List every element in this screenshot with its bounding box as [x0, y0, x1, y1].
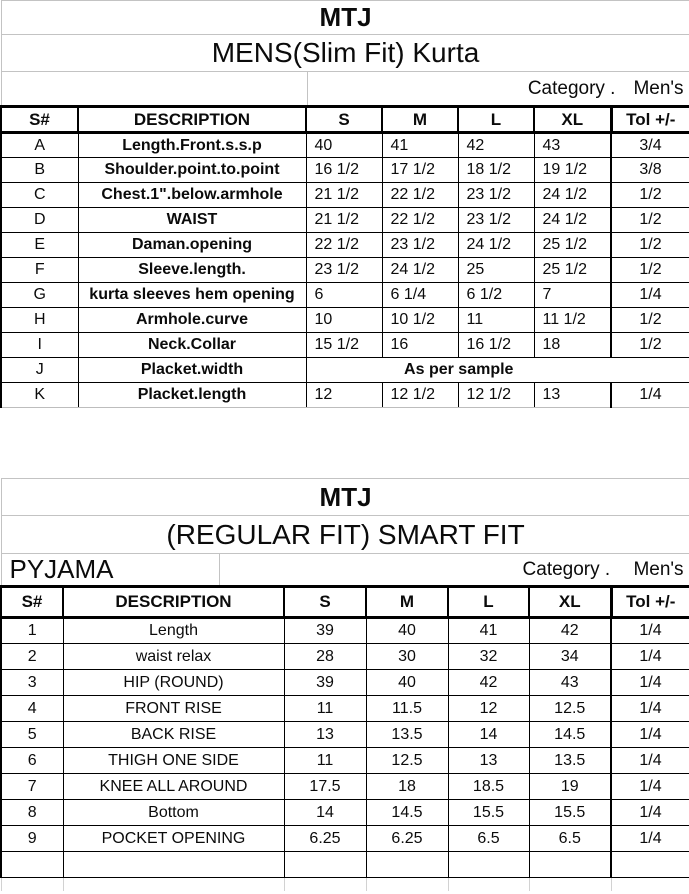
size-l-cell: 23 1/2 [458, 208, 534, 233]
size-m-cell: 14.5 [366, 800, 448, 826]
size-l-cell: 42 [448, 670, 529, 696]
col-header-l: L [448, 587, 529, 618]
size-l-cell: 12 1/2 [458, 383, 534, 408]
measurement-row [1, 133, 689, 158]
measurement-row [1, 258, 689, 283]
tolerance-cell: 1/4 [611, 644, 689, 670]
size-s-cell: 22 1/2 [306, 233, 382, 258]
size-s-cell: 21 1/2 [306, 208, 382, 233]
size-xl-cell: 24 1/2 [534, 208, 611, 233]
size-m-cell: 40 [366, 618, 448, 644]
measurement-row [1, 208, 689, 233]
size-xl-cell: 24 1/2 [534, 183, 611, 208]
size-s-cell: 28 [284, 644, 366, 670]
col-header-tol: Tol +/- [611, 587, 689, 618]
description-cell: WAIST [78, 208, 306, 233]
pyjama-subtitle-row [1, 516, 689, 554]
description-cell: HIP (ROUND) [63, 670, 284, 696]
serial-cell: 1 [1, 618, 63, 644]
serial-cell: 2 [1, 644, 63, 670]
description-cell [63, 852, 284, 878]
size-l-cell: 41 [448, 618, 529, 644]
tolerance-cell: 1/2 [611, 333, 689, 358]
size-m-cell [366, 852, 448, 878]
size-m-cell: 23 1/2 [382, 233, 458, 258]
measurement-row [1, 644, 689, 670]
serial-cell: 4 [1, 696, 63, 722]
gridline-cell [529, 878, 611, 891]
measurement-row-merged [1, 358, 689, 383]
size-xl-cell: 13 [534, 383, 611, 408]
gridline-cell [284, 878, 366, 891]
measurement-row [1, 800, 689, 826]
size-xl-cell [529, 852, 611, 878]
gridline-cell [448, 878, 529, 891]
size-m-cell: 11.5 [366, 696, 448, 722]
serial-cell [1, 852, 63, 878]
tolerance-cell: 1/4 [611, 722, 689, 748]
size-s-cell [284, 852, 366, 878]
size-l-cell: 23 1/2 [458, 183, 534, 208]
description-cell: Placket.length [78, 383, 306, 408]
measurement-row [1, 308, 689, 333]
size-m-cell: 22 1/2 [382, 208, 458, 233]
size-s-cell: 10 [306, 308, 382, 333]
serial-cell: 5 [1, 722, 63, 748]
col-header-tol: Tol +/- [611, 107, 689, 133]
description-cell: kurta sleeves hem opening [78, 283, 306, 308]
size-s-cell: 6 [306, 283, 382, 308]
pyjama-title-row [1, 479, 689, 516]
pyjama-title: MTJ [1, 479, 689, 516]
serial-cell: G [1, 283, 78, 308]
kurta-header-row [1, 107, 689, 133]
tolerance-cell: 1/4 [611, 618, 689, 644]
size-xl-cell: 19 [529, 774, 611, 800]
tolerance-cell [611, 852, 689, 878]
size-l-cell: 12 [448, 696, 529, 722]
measurement-row [1, 158, 689, 183]
description-cell: Length.Front.s.s.p [78, 133, 306, 158]
size-l-cell: 25 [458, 258, 534, 283]
col-header-xl: XL [529, 587, 611, 618]
serial-cell: 7 [1, 774, 63, 800]
size-s-cell: 17.5 [284, 774, 366, 800]
size-s-cell: 39 [284, 618, 366, 644]
size-s-cell: 12 [306, 383, 382, 408]
serial-cell: 9 [1, 826, 63, 852]
tolerance-cell: 1/4 [611, 800, 689, 826]
kurta-subtitle: MENS(Slim Fit) Kurta [1, 35, 689, 72]
measurement-row [1, 748, 689, 774]
size-m-cell: 13.5 [366, 722, 448, 748]
col-header-m: M [366, 587, 448, 618]
tolerance-cell: 1/4 [611, 283, 689, 308]
tolerance-cell: 1/2 [611, 208, 689, 233]
tolerance-cell: 1/4 [611, 774, 689, 800]
kurta-category-row [1, 72, 689, 107]
description-cell: Shoulder.point.to.point [78, 158, 306, 183]
size-xl-cell: 43 [529, 670, 611, 696]
description-cell: Bottom [63, 800, 284, 826]
serial-cell: C [1, 183, 78, 208]
tolerance-cell: 1/2 [611, 258, 689, 283]
size-xl-cell: 14.5 [529, 722, 611, 748]
serial-cell: I [1, 333, 78, 358]
size-xl-cell: 25 1/2 [534, 258, 611, 283]
tolerance-cell: 3/8 [611, 158, 689, 183]
serial-cell: B [1, 158, 78, 183]
pyjama-side-label: PYJAMA [9, 554, 114, 584]
description-cell: Length [63, 618, 284, 644]
tolerance-cell: 1/4 [611, 383, 689, 408]
serial-cell: A [1, 133, 78, 158]
size-m-cell: 24 1/2 [382, 258, 458, 283]
gridline-cell [366, 878, 448, 891]
col-header-xl: XL [534, 107, 611, 133]
size-m-cell: 18 [366, 774, 448, 800]
size-s-cell: 13 [284, 722, 366, 748]
size-xl-cell: 43 [534, 133, 611, 158]
measurement-row [1, 618, 689, 644]
empty-row [1, 852, 689, 878]
measurement-row [1, 722, 689, 748]
serial-cell: 3 [1, 670, 63, 696]
tolerance-cell [611, 358, 689, 383]
col-header-sn: S# [1, 587, 63, 618]
size-m-cell: 40 [366, 670, 448, 696]
size-s-cell: 11 [284, 748, 366, 774]
description-cell: FRONT RISE [63, 696, 284, 722]
tolerance-cell: 1/4 [611, 696, 689, 722]
tolerance-cell: 1/4 [611, 826, 689, 852]
size-s-cell: 6.25 [284, 826, 366, 852]
pyjama-subtitle: (REGULAR FIT) SMART FIT [1, 516, 689, 554]
pyjama-measurement-table [0, 478, 689, 891]
pyjama-header-row [1, 587, 689, 618]
size-xl-cell: 34 [529, 644, 611, 670]
size-l-cell: 18 1/2 [458, 158, 534, 183]
size-m-cell: 12 1/2 [382, 383, 458, 408]
category-value: Men's [633, 558, 684, 580]
description-cell: THIGH ONE SIDE [63, 748, 284, 774]
size-s-cell: 14 [284, 800, 366, 826]
measurement-row [1, 826, 689, 852]
tolerance-cell: 1/4 [611, 748, 689, 774]
gridline-divider [307, 72, 308, 105]
col-header-l: L [458, 107, 534, 133]
description-cell: Neck.Collar [78, 333, 306, 358]
col-header-sn: S# [1, 107, 78, 133]
cutoff-gridline-row [1, 878, 689, 891]
serial-cell: J [1, 358, 78, 383]
tolerance-cell: 1/2 [611, 183, 689, 208]
merged-note-cell: As per sample [306, 358, 611, 383]
col-header-s: S [284, 587, 366, 618]
size-m-cell: 17 1/2 [382, 158, 458, 183]
size-l-cell: 11 [458, 308, 534, 333]
description-cell: Armhole.curve [78, 308, 306, 333]
gridline-divider [219, 554, 220, 585]
size-s-cell: 39 [284, 670, 366, 696]
description-cell: Sleeve.length. [78, 258, 306, 283]
col-header-s: S [306, 107, 382, 133]
size-xl-cell: 42 [529, 618, 611, 644]
size-m-cell: 12.5 [366, 748, 448, 774]
size-l-cell: 32 [448, 644, 529, 670]
col-header-description: DESCRIPTION [78, 107, 306, 133]
measurement-row [1, 283, 689, 308]
size-s-cell: 15 1/2 [306, 333, 382, 358]
kurta-measurement-table [0, 0, 689, 408]
serial-cell: K [1, 383, 78, 408]
size-xl-cell: 15.5 [529, 800, 611, 826]
size-xl-cell: 12.5 [529, 696, 611, 722]
serial-cell: F [1, 258, 78, 283]
size-l-cell: 14 [448, 722, 529, 748]
size-l-cell: 42 [458, 133, 534, 158]
measurement-row [1, 233, 689, 258]
size-m-cell: 6.25 [366, 826, 448, 852]
size-xl-cell: 25 1/2 [534, 233, 611, 258]
measurement-row [1, 670, 689, 696]
size-m-cell: 22 1/2 [382, 183, 458, 208]
size-xl-cell: 19 1/2 [534, 158, 611, 183]
tolerance-cell: 1/2 [611, 308, 689, 333]
kurta-subtitle-row [1, 35, 689, 72]
serial-cell: 8 [1, 800, 63, 826]
size-l-cell: 15.5 [448, 800, 529, 826]
pyjama-category-cell [1, 554, 689, 587]
size-xl-cell: 11 1/2 [534, 308, 611, 333]
serial-cell: D [1, 208, 78, 233]
serial-cell: 6 [1, 748, 63, 774]
size-m-cell: 10 1/2 [382, 308, 458, 333]
col-header-description: DESCRIPTION [63, 587, 284, 618]
size-xl-cell: 6.5 [529, 826, 611, 852]
size-m-cell: 16 [382, 333, 458, 358]
measurement-row [1, 774, 689, 800]
measurement-row [1, 183, 689, 208]
kurta-title-row [1, 1, 689, 35]
pyjama-category-row [1, 554, 689, 587]
measurement-row [1, 333, 689, 358]
measurement-row [1, 383, 689, 408]
description-cell: BACK RISE [63, 722, 284, 748]
size-l-cell: 16 1/2 [458, 333, 534, 358]
description-cell: Placket.width [78, 358, 306, 383]
size-l-cell: 13 [448, 748, 529, 774]
size-m-cell: 6 1/4 [382, 283, 458, 308]
category-label: Category . [527, 77, 616, 99]
kurta-title: MTJ [1, 1, 689, 35]
serial-cell: H [1, 308, 78, 333]
size-s-cell: 21 1/2 [306, 183, 382, 208]
col-header-m: M [382, 107, 458, 133]
size-xl-cell: 13.5 [529, 748, 611, 774]
category-value: Men's [633, 77, 684, 99]
tolerance-cell: 1/4 [611, 670, 689, 696]
description-cell: POCKET OPENING [63, 826, 284, 852]
size-m-cell: 30 [366, 644, 448, 670]
size-s-cell: 16 1/2 [306, 158, 382, 183]
category-label: Category . [522, 558, 611, 580]
size-m-cell: 41 [382, 133, 458, 158]
gridline-cell [1, 878, 63, 891]
size-s-cell: 40 [306, 133, 382, 158]
size-s-cell: 11 [284, 696, 366, 722]
kurta-category-cell [1, 72, 689, 107]
size-l-cell: 18.5 [448, 774, 529, 800]
gridline-cell [63, 878, 284, 891]
size-l-cell: 6.5 [448, 826, 529, 852]
size-xl-cell: 18 [534, 333, 611, 358]
size-l-cell [448, 852, 529, 878]
size-s-cell: 23 1/2 [306, 258, 382, 283]
size-l-cell: 6 1/2 [458, 283, 534, 308]
tolerance-cell: 1/2 [611, 233, 689, 258]
gridline-cell [611, 878, 689, 891]
description-cell: Chest.1".below.armhole [78, 183, 306, 208]
serial-cell: E [1, 233, 78, 258]
size-xl-cell: 7 [534, 283, 611, 308]
description-cell: Daman.opening [78, 233, 306, 258]
description-cell: KNEE ALL AROUND [63, 774, 284, 800]
description-cell: waist relax [63, 644, 284, 670]
measurement-row [1, 696, 689, 722]
size-l-cell: 24 1/2 [458, 233, 534, 258]
tolerance-cell: 3/4 [611, 133, 689, 158]
